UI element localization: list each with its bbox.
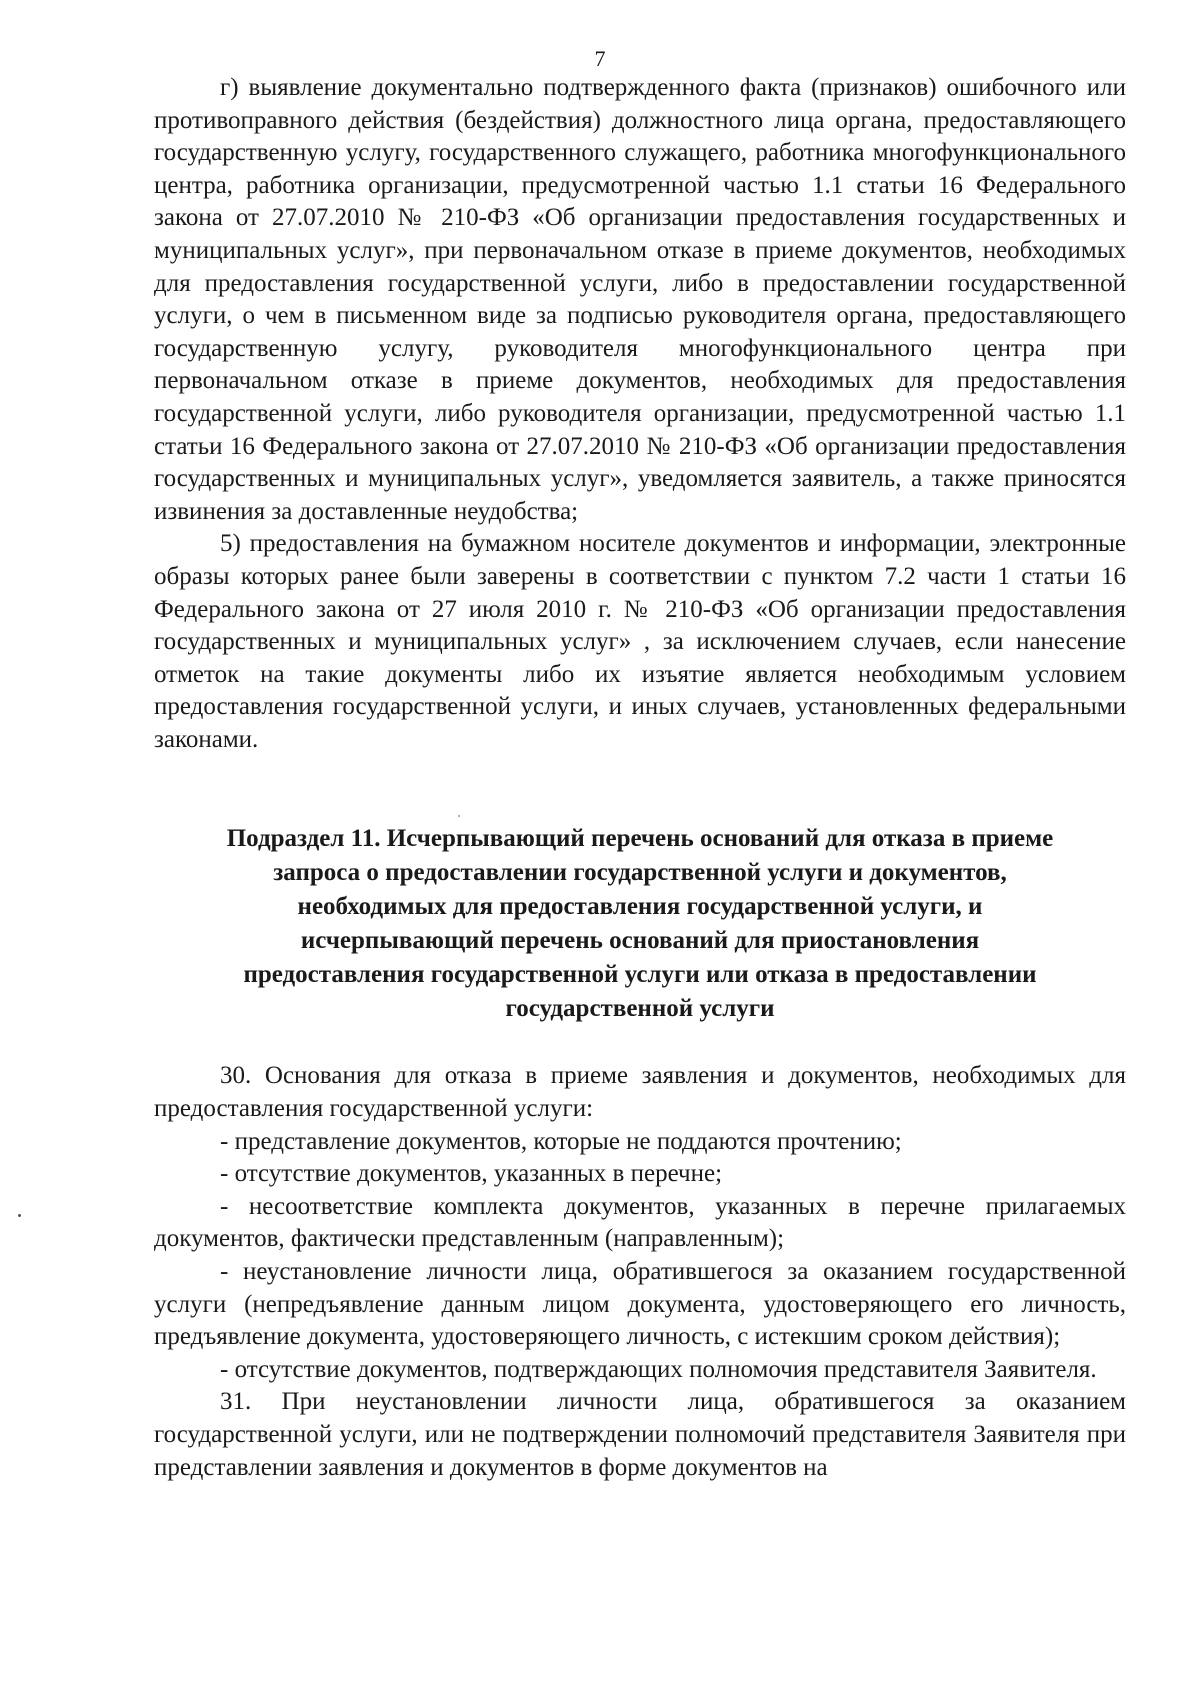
heading-line: необходимых для предоставления государственной услуги, и [297, 893, 983, 921]
paragraph-5-paper-documents: 5) предоставления на бумажном носителе документов и информации, электронные образы которых ранее были заверены в соответствии с пунктом 7.2 части 1 статьи 16 Федерального закона от 27 июля 2010 г. № 210-ФЗ «Об организации предоставления государственных и муниципальных услуг» , за исключением случаев, если нанесение отметок на такие документы либо их изъятие является необходимым условием предоставления государственной услуги, и иных случаев, установленных федеральными законами. [154, 530, 1126, 753]
subsection-11-heading [154, 822, 1126, 1026]
paragraph-g-notification: г) выявление документально подтвержденного факта (признаков) ошибочного или противоправного действия (бездействия) должностного лица органа, предоставляющего государственную услугу, государственного служащего, работника многофункционального центра, работника организации, предусмотренной частью 1.1 статьи 16 Федерального закона от 27.07.2010 № 210-ФЗ «Об организации предоставления государственных и муниципальных услуг», при первоначальном отказе в приеме документов, необходимых для предоставления государственной услуги, либо в предоставлении государственной услуги, о чем в письменном виде за подписью руководителя органа, предоставляющего государственную услугу, руководителя многофункционального центра при первоначальном отказе в приеме документов, необходимых для предоставления государственной услуги, либо руководителя организации, предусмотренной частью 1.1 статьи 16 Федерального закона от 27.07.2010 № 210-ФЗ «Об организации предоставления государственных и муниципальных услуг», уведомляется заявитель, а также приносятся извинения за доставленные неудобства; [154, 74, 1126, 525]
page-number: 7 [594, 46, 606, 71]
heading-line: Подраздел 11. Исчерпывающий перечень оснований для отказа в приеме [226, 825, 1054, 853]
clause-30-item: - отсутствие документов, указанных в перечне; [220, 1160, 723, 1188]
clause-30-item: - отсутствие документов, подтверждающих полномочия представителя Заявителя. [220, 1355, 1097, 1383]
heading-line: предоставления государственной услуги или отказа в предоставлении [243, 961, 1037, 989]
heading-line: исчерпывающий перечень оснований для приостановления [300, 927, 980, 955]
clause-30-item: - представление документов, которые не поддаются прочтению; [220, 1127, 902, 1155]
page-body [154, 72, 1126, 1484]
scan-speck [458, 815, 460, 817]
clause-30-intro: 30. Основания для отказа в приеме заявления и документов, необходимых для предоставления государственной услуги: [154, 1062, 1126, 1123]
clause-30-item: - неустановление личности лица, обратившегося за оказанием государственной услуги (непредъявление данным лицом документа, удостоверяющего его личность, предъявление документа, удостоверяющего личность, с истекшим сроком действия); [154, 1258, 1126, 1351]
heading-line: запроса о предоставлении государственной услуги и документов, [273, 859, 1007, 887]
clause-31: 31. При неустановлении личности лица, обратившегося за оказанием государственной услуги, или не подтверждении полномочий представителя Заявителя при представлении заявления и документов в форме документов на [154, 1388, 1126, 1481]
heading-line: государственной услуги [505, 995, 775, 1023]
clause-30-item: - несоответствие комплекта документов, указанных в перечне прилагаемых документов, фактически представленным (направленным); [154, 1192, 1126, 1253]
scan-speck [18, 1214, 21, 1217]
